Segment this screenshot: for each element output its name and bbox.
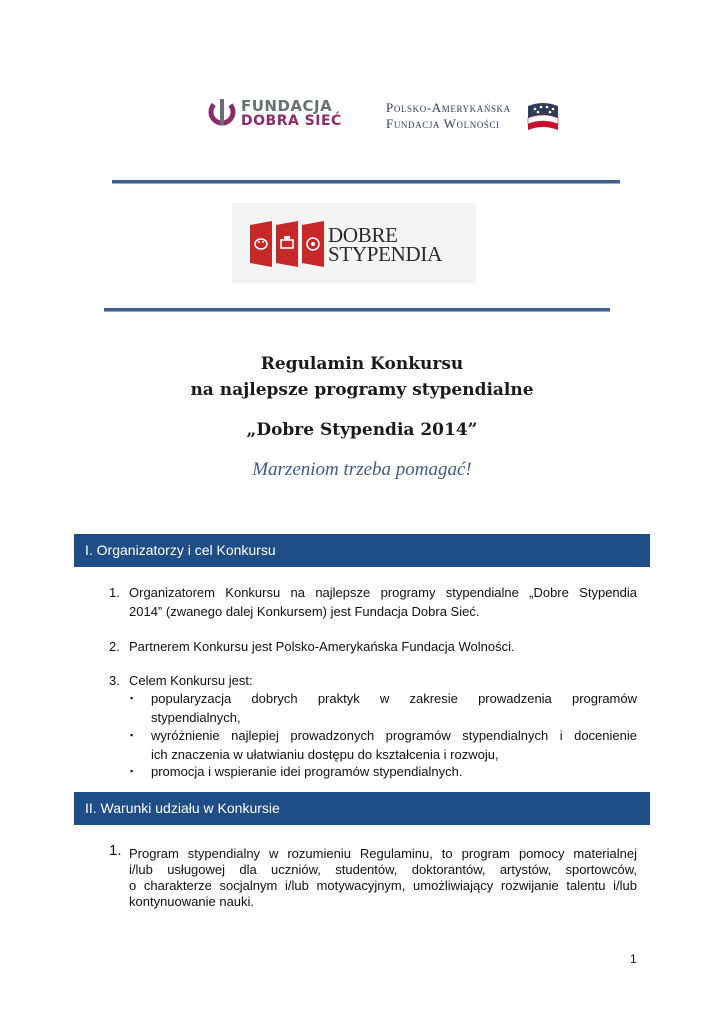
item-number: 1. — [109, 842, 122, 859]
section-heading-1: I. Organizatorzy i cel Konkursu — [74, 534, 650, 567]
fundacja-mark-icon — [208, 97, 236, 127]
item-text-line: 2014” (zwanego dalej Konkursem) jest Fundacja Dobra Sieć. — [129, 604, 480, 619]
item-text-line: Celem Konkursu jest: — [129, 673, 253, 688]
bullet-text-line: wyróżnienie najlepiej prowadzonych programów stypendialnych i docenienie — [151, 728, 637, 743]
item-text-line: o charakterze socjalnym i/lub motywacyjnym, umożliwiający rozwijanie talentu i/lub — [129, 878, 637, 893]
dobre-stypendia-line2: STYPENDIA — [328, 242, 442, 266]
item-text-line: Organizatorem Konkursu na najlepsze programy stypendialne „Dobre Stypendia — [129, 585, 637, 600]
bullet-text-line: ich znaczenia w ułatwianiu dostępu do kształcenia i rozwoju, — [151, 747, 499, 762]
pafw-logo-line1: Polsko-Amerykańska — [386, 100, 511, 115]
top-divider — [112, 180, 620, 184]
item-number: 2. — [109, 639, 120, 654]
bullet-text-line: stypendialnych, — [151, 710, 241, 725]
bullet-item — [151, 726, 637, 764]
dobre-stypendia-line1: DOBRE — [328, 223, 398, 247]
item-text-line: Program stypendialny w rozumieniu Regulaminu, to program pomocy materialnej — [129, 846, 637, 861]
document-title: Regulamin Konkursu — [260, 354, 464, 374]
item-text-line: i/lub usługowej dla uczniów, studentów, doktorantów, artystów, sportowców, — [129, 862, 637, 877]
item-text-line: kontynuowanie nauki. — [129, 894, 255, 909]
list-item — [129, 671, 637, 690]
bullet-item — [151, 689, 637, 727]
dobre-stypendia-tiles — [250, 221, 326, 267]
pafw-logo-line2: Fundacja Wolności — [386, 116, 500, 131]
logo-divider — [104, 308, 610, 312]
motto: Marzeniom trzeba pomagać! — [252, 459, 472, 480]
list-item — [129, 637, 637, 656]
flag-emblem-icon — [526, 100, 560, 134]
bullet-icon: ▪ — [130, 693, 134, 703]
list-item — [129, 583, 637, 621]
section-heading-2: II. Warunki udziału w Konkursie — [74, 792, 650, 825]
pafw-logo — [386, 100, 562, 136]
contest-name: „Dobre Stypendia 2014” — [246, 420, 478, 440]
document-subtitle: na najlepsze programy stypendialne — [190, 380, 534, 400]
item-text-line: Partnerem Konkursu jest Polsko-Amerykańska Fundacja Wolności. — [129, 639, 515, 654]
bullet-icon: ▪ — [130, 730, 134, 740]
dobre-stypendia-logo — [232, 203, 476, 283]
bullet-icon: ▪ — [130, 766, 134, 776]
fundacja-dobra-siec-logo — [208, 97, 342, 131]
page-number: 1 — [630, 952, 637, 966]
list-item — [129, 846, 637, 910]
bullet-text-line: promocja i wspieranie idei programów stypendialnych. — [151, 764, 463, 779]
bullet-text-line: popularyzacja dobrych praktyk w zakresie prowadzenia programów — [151, 691, 637, 706]
bullet-item — [151, 762, 637, 781]
fundacja-logo-line1: FUNDACJA — [241, 97, 333, 115]
item-number: 3. — [109, 673, 120, 688]
fundacja-logo-line2: DOBRA SIEĆ — [241, 113, 342, 129]
item-number: 1. — [109, 585, 120, 600]
